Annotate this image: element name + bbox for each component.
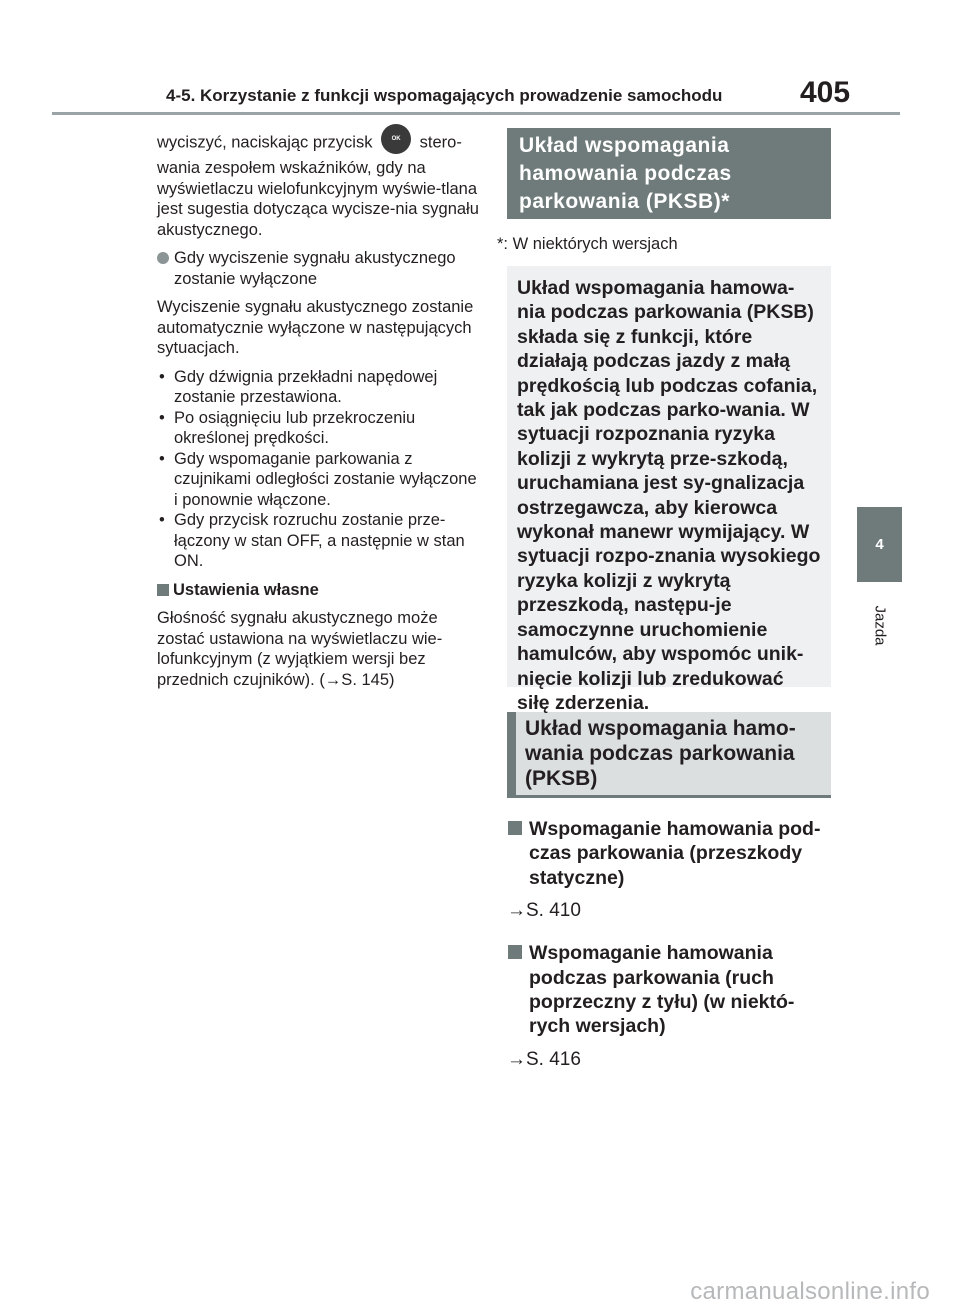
item-heading-rear-cross: Wspomaganie hamowania podczas parkowania (ruch poprzeczny z tyłu) (w niektó-rych wersjach)	[507, 941, 831, 1039]
intro-box: Układ wspomagania hamowa-nia podczas parkowania (PKSB) składa się z funkcji, które działają podczas jazdy z małą prędkością lub podczas cofania, tak jak podczas parko-wania. W sytuacji rozpoznania ryzyka kolizji z wykrytą prze-szkodą, uruchamiana jest sy-gnalizacja ostrzegawcza, aby kierowca wykonał manewr wymijający. W sytuacji rozpo-znania wysokiego ryzyka kolizji z wykrytą przeszkodą, następu-je samoczynne uruchomienie hamulców, aby wspomóc unik-nięcie kolizji lub zredukować siłę zderzenia.	[507, 266, 831, 687]
list-item: • Gdy dźwignia przekładni napędowej zostanie przestawiona.	[157, 367, 482, 408]
paragraph-mute: wyciszyć, naciskając przycisk OK stero-wania zespołem wskaźników, gdy na wyświetlaczu wielofunkcyjnym wyświe-tlana jest sugestia dotycząca wycisze-nia sygnału akustycznego.	[157, 128, 482, 240]
subsection-title: Układ wspomagania hamo-wania podczas parkowania (PKSB)	[507, 712, 831, 798]
list-item: • Po osiągnięciu lub przekroczeniu określonej prędkości.	[157, 408, 482, 449]
footnote: *: W niektórych wersjach	[497, 235, 678, 253]
header-divider	[52, 112, 900, 115]
bullet-unmute: Gdy wyciszenie sygnału akustycznego zostanie wyłączone	[157, 248, 482, 289]
heading-custom-settings: Ustawienia własne	[157, 580, 482, 601]
page-header	[0, 0, 960, 115]
section-title: Układ wspomagania hamowania podczas parkowania (PKSB)*	[507, 128, 831, 219]
chapter-title: 4-5. Korzystanie z funkcji wspomagających prowadzenie samochodu	[166, 86, 723, 105]
page-reference-link[interactable]: →S. 410	[507, 900, 581, 922]
left-column	[157, 128, 482, 698]
chapter-tab-label: Jazda	[871, 605, 889, 646]
page-reference-link[interactable]: →S. 416	[507, 1048, 581, 1070]
item-heading-static: Wspomaganie hamowania pod-czas parkowania (przeszkody statyczne)	[507, 817, 831, 890]
ok-button-icon: OK	[381, 124, 411, 154]
right-column	[497, 128, 831, 1071]
list-item: • Gdy wspomaganie parkowania z czujnikami odległości zostanie wyłączone i ponownie włączone.	[157, 449, 482, 511]
watermark: carmanualsonline.info	[690, 1278, 930, 1305]
page-number: 405	[800, 76, 851, 109]
unmute-conditions-list	[157, 367, 482, 572]
chapter-tab[interactable]: 4	[857, 507, 902, 582]
list-item: • Gdy przycisk rozruchu zostanie prze-łączony w stan OFF, a następnie w stan ON.	[157, 510, 482, 572]
paragraph-auto-unmute: Wyciszenie sygnału akustycznego zostanie automatycznie wyłączone w następujących sytuacjach.	[157, 298, 474, 357]
paragraph-volume: Głośność sygnału akustycznego może zostać ustawiona na wyświetlaczu wie-lofunkcyjnym (z wyjątkiem wersji bez przednich czujników). (→S. 145)	[157, 609, 443, 689]
